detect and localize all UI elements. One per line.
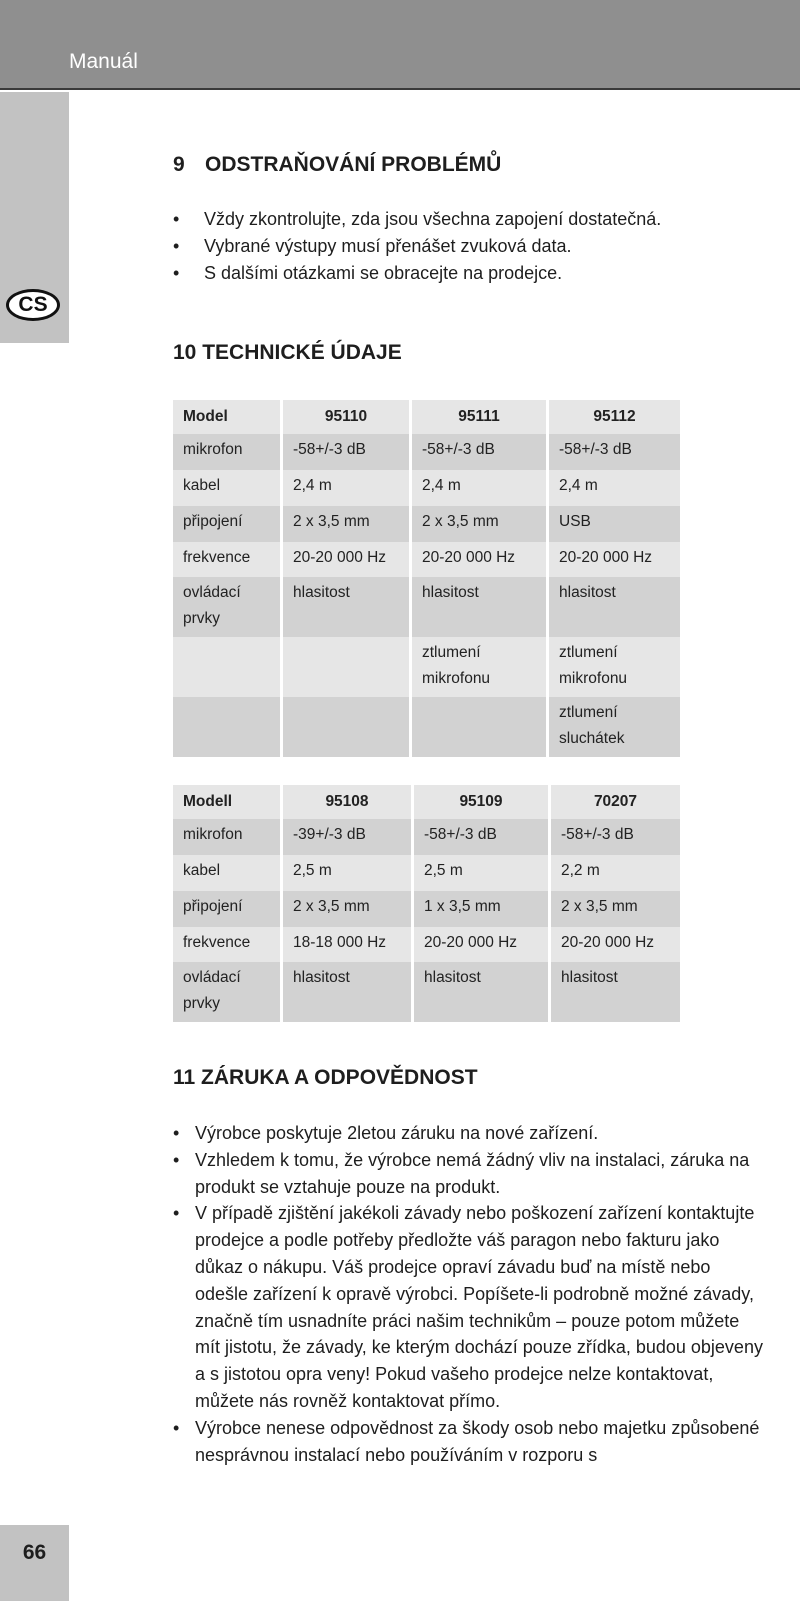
- bullet-icon: •: [173, 263, 180, 283]
- table-header-cell: 95109: [414, 785, 548, 819]
- table-cell: frekvence: [173, 927, 280, 962]
- table-cell: připojení: [173, 506, 280, 542]
- table-cell: 2,4 m: [549, 470, 680, 506]
- table-cell: hlasitost: [283, 577, 409, 637]
- table-header-cell: 95108: [283, 785, 411, 819]
- bullet-icon: •: [173, 1417, 180, 1438]
- table-header-row: [173, 785, 680, 819]
- table-row: [173, 470, 680, 506]
- table-cell: -58+/-3 dB: [283, 434, 409, 470]
- table-cell: 2,2 m: [551, 855, 680, 891]
- list-item: [173, 1147, 763, 1201]
- table-header-cell: 95112: [549, 400, 680, 434]
- bullet-icon: •: [173, 236, 180, 256]
- table-cell: [173, 697, 280, 757]
- table-cell: 2 x 3,5 mm: [283, 506, 409, 542]
- table-cell: hlasitost: [551, 962, 680, 1022]
- bullet-icon: •: [173, 1149, 180, 1170]
- table-cell: 2 x 3,5 mm: [412, 506, 546, 542]
- table-cell: [412, 697, 546, 757]
- table-cell: kabel: [173, 470, 280, 506]
- table-cell: -58+/-3 dB: [551, 819, 680, 855]
- table-cell: 2,5 m: [283, 855, 411, 891]
- list-item-text: Vybrané výstupy musí přenášet zvuková data.: [204, 236, 572, 256]
- section-10-heading: 10 TECHNICKÉ ÚDAJE: [173, 341, 402, 364]
- table-cell: hlasitost: [412, 577, 546, 637]
- section-9-title: ODSTRAŇOVÁNÍ PROBLÉMŮ: [205, 153, 502, 176]
- table-header-cell: 70207: [551, 785, 680, 819]
- table-cell: 20-20 000 Hz: [414, 927, 548, 962]
- table-cell: USB: [549, 506, 680, 542]
- table-header-row: [173, 400, 680, 434]
- table-cell: 2,4 m: [283, 470, 409, 506]
- table-cell: 20-20 000 Hz: [549, 542, 680, 577]
- spec-table-2: [170, 785, 683, 1022]
- table-header-cell: 95110: [283, 400, 409, 434]
- bullet-icon: •: [173, 1123, 180, 1143]
- table-cell: -58+/-3 dB: [414, 819, 548, 855]
- table-cell: ztlumení sluchátek: [549, 697, 680, 757]
- table-row: [173, 577, 680, 637]
- table-cell: -58+/-3 dB: [412, 434, 546, 470]
- section-11-list: [173, 1120, 763, 1468]
- table-cell: [283, 637, 409, 697]
- table-cell: ztlumení mikrofonu: [549, 637, 680, 697]
- table-row: [173, 697, 680, 757]
- page-header: [0, 0, 800, 90]
- table-cell: 20-20 000 Hz: [551, 927, 680, 962]
- table-row: [173, 637, 680, 697]
- table-cell: 2 x 3,5 mm: [283, 891, 411, 927]
- table-cell: připojení: [173, 891, 280, 927]
- table-cell: 2,5 m: [414, 855, 548, 891]
- table-cell: mikrofon: [173, 434, 280, 470]
- list-item-text: V případě zjištění jakékoli závady nebo poškození zařízení kontaktujte prodejce a podle potřeby předložte váš paragon nebo fakturu jako důkaz o nákupu. Váš prodejce opraví závadu buď na místě nebo odešle zařízení k opravě výrobci. Popíšete-li podrobně možné závady, značně tím usnadníte práci našim technikům – pouze potom můžete mít jistotu, že závady, ke kterým dochází pouze zřídka, budou objeveny a s jistotou opra veny! Pokud vašeho prodejce nelze kontaktovat, můžete nás rovněž kontaktovat přímo.: [195, 1203, 763, 1411]
- table-row: [173, 927, 680, 962]
- table-header-cell: 95111: [412, 400, 546, 434]
- list-item-text: S dalšími otázkami se obracejte na prodejce.: [204, 263, 563, 283]
- table-cell: 20-20 000 Hz: [412, 542, 546, 577]
- table-row: [173, 434, 680, 470]
- table-cell: hlasitost: [549, 577, 680, 637]
- bullet-icon: •: [173, 1203, 180, 1224]
- section-9-heading: [173, 153, 501, 177]
- table-cell: mikrofon: [173, 819, 280, 855]
- table-cell: [283, 697, 409, 757]
- list-item: [173, 1120, 763, 1147]
- table-row: [173, 542, 680, 577]
- table-cell: 2,4 m: [412, 470, 546, 506]
- spec-table-1: [170, 400, 683, 757]
- list-item-text: Výrobce nenese odpovědnost za škody osob nebo majetku způsobené nesprávnou instalací nebo používáním v rozporu s: [195, 1417, 760, 1465]
- table-header-cell: Modell: [173, 785, 280, 819]
- table-cell: -58+/-3 dB: [549, 434, 680, 470]
- table-cell: ovládací prvky: [173, 577, 280, 637]
- table-row: [173, 962, 680, 1022]
- page-number: 66: [22, 1541, 47, 1564]
- table-cell: 20-20 000 Hz: [283, 542, 409, 577]
- list-item-text: Výrobce poskytuje 2letou záruku na nové zařízení.: [195, 1123, 599, 1143]
- list-item: [173, 1200, 763, 1414]
- language-badge: CS: [6, 289, 60, 321]
- table-row: [173, 506, 680, 542]
- table-cell: [173, 637, 280, 697]
- list-item-text: Vzhledem k tomu, že výrobce nemá žádný vliv na instalaci, záruka na produkt se vztahuje pouze na produkt.: [195, 1149, 750, 1197]
- section-9-list: [173, 206, 763, 287]
- table-row: [173, 855, 680, 891]
- section-9-number: 9: [173, 153, 185, 176]
- table-cell: ovládací prvky: [173, 962, 280, 1022]
- table-row: [173, 891, 680, 927]
- table-cell: ztlumení mikrofonu: [412, 637, 546, 697]
- table-cell: 2 x 3,5 mm: [551, 891, 680, 927]
- table-cell: hlasitost: [414, 962, 548, 1022]
- table-cell: frekvence: [173, 542, 280, 577]
- list-item: [173, 1415, 763, 1469]
- header-title: Manuál: [69, 50, 138, 73]
- table-cell: hlasitost: [283, 962, 411, 1022]
- section-11-heading: 11 ZÁRUKA A ODPOVĚDNOST: [173, 1066, 478, 1089]
- list-item: [173, 260, 763, 287]
- list-item: [173, 233, 763, 260]
- list-item-text: Vždy zkontrolujte, zda jsou všechna zapojení dostatečná.: [204, 209, 662, 229]
- table-cell: -39+/-3 dB: [283, 819, 411, 855]
- table-cell: kabel: [173, 855, 280, 891]
- table-row: [173, 819, 680, 855]
- list-item: [173, 206, 763, 233]
- table-cell: 1 x 3,5 mm: [414, 891, 548, 927]
- table-header-cell: Model: [173, 400, 280, 434]
- bullet-icon: •: [173, 209, 180, 229]
- table-cell: 18-18 000 Hz: [283, 927, 411, 962]
